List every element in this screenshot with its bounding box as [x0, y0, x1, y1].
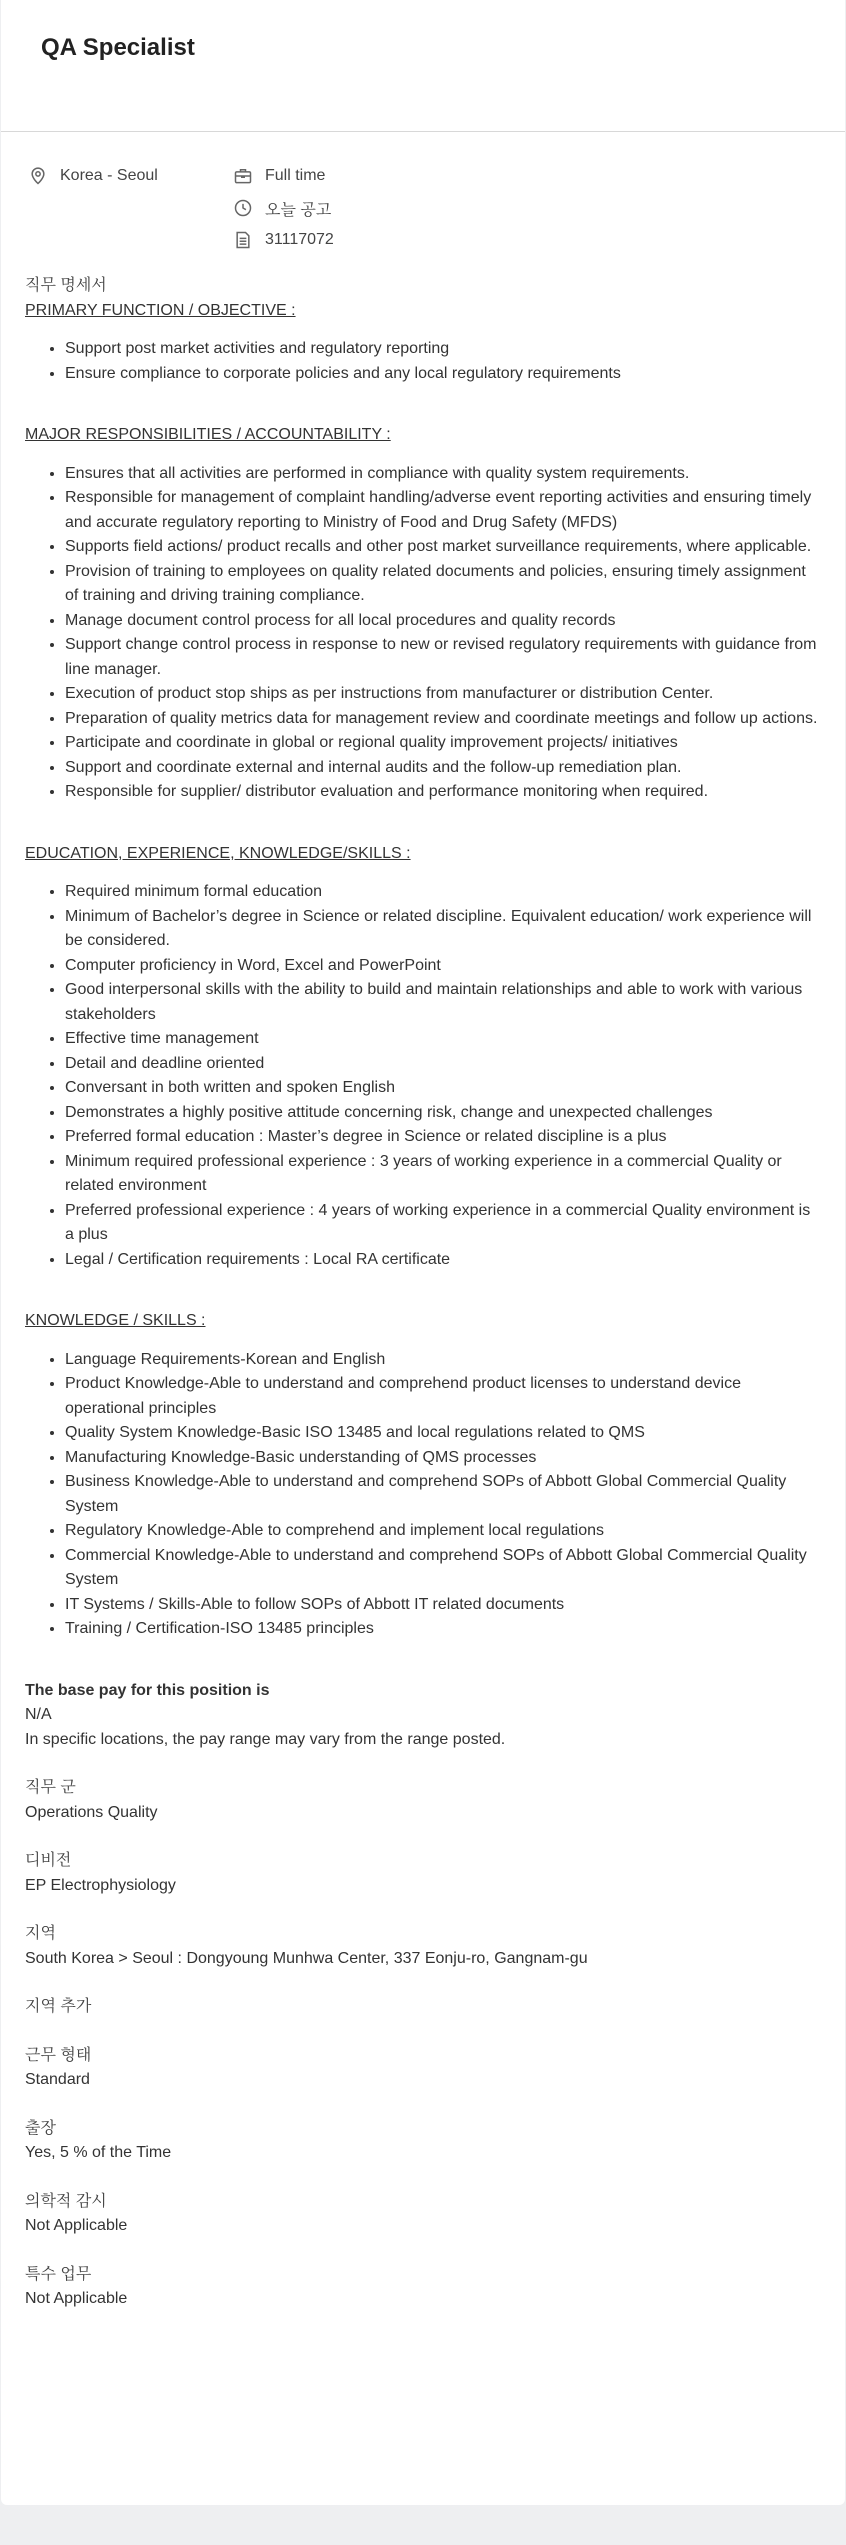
- job-field: [25, 1849, 821, 1898]
- primary-function-heading: PRIMARY FUNCTION / OBJECTIVE :: [25, 301, 296, 319]
- list-item: • Demonstrates a highly positive attitude concerning risk, change and unexpected challenges: [65, 1101, 821, 1126]
- job-header: [1, 0, 845, 132]
- list-item: • Business Knowledge-Able to understand and comprehend SOPs of Abbott Global Commercial Quality System: [65, 1470, 821, 1519]
- primary-function-list: [25, 337, 821, 386]
- job-field: [25, 1995, 821, 2020]
- job-field-label: 직무 군: [25, 1779, 76, 1796]
- job-field-label: 지역: [25, 1925, 56, 1942]
- job-posted-text: 오늘 공고: [265, 201, 332, 219]
- base-pay-value: N/A: [25, 1706, 52, 1723]
- list-item: • Quality System Knowledge-Basic ISO 13485 and local regulations related to QMS: [65, 1421, 821, 1446]
- list-item: • Commercial Knowledge-Able to understand and comprehend SOPs of Abbott Global Commercial Quality System: [65, 1544, 821, 1593]
- job-meta: [1, 164, 845, 274]
- list-item: • Computer proficiency in Word, Excel and PowerPoint: [65, 954, 821, 979]
- list-item: • Conversant in both written and spoken English: [65, 1076, 821, 1101]
- knowledge-skills-list: [25, 1348, 821, 1642]
- job-location: [28, 164, 158, 188]
- job-location-text: Korea - Seoul: [60, 167, 158, 184]
- job-field-label: 근무 형태: [25, 2046, 92, 2064]
- education-heading: EDUCATION, EXPERIENCE, KNOWLEDGE/SKILLS :: [25, 844, 411, 862]
- list-item: • Detail and deadline oriented: [65, 1052, 821, 1077]
- job-field-value: South Korea > Seoul : Dongyoung Munhwa Center, 337 Eonju-ro, Gangnam-gu: [25, 1949, 588, 1967]
- job-fields: [25, 1776, 821, 2312]
- job-field: [25, 1776, 821, 1825]
- list-item: • Preferred professional experience : 4 years of working experience in a commercial Quality environment is a plus: [65, 1199, 821, 1248]
- job-field-value: Standard: [25, 2071, 90, 2088]
- job-req-id-text: 31117072: [265, 231, 334, 248]
- job-field: [25, 2190, 821, 2239]
- job-field-value: Operations Quality: [25, 1803, 158, 1821]
- list-item: • Supports field actions/ product recalls and other post market surveillance requirements, where applicable.: [65, 535, 821, 560]
- list-item: • Support and coordinate external and internal audits and the follow-up remediation plan.: [65, 756, 821, 781]
- list-item: • Effective time management: [65, 1027, 821, 1052]
- base-pay-note: In specific locations, the pay range may vary from the range posted.: [25, 1730, 506, 1748]
- major-responsibilities-heading: MAJOR RESPONSIBILITIES / ACCOUNTABILITY :: [25, 426, 391, 443]
- job-field-value: Not Applicable: [25, 2217, 128, 2234]
- job-detail-card: [1, 0, 845, 2505]
- job-field: [25, 2263, 821, 2312]
- job-field-label: 출장: [25, 2119, 56, 2137]
- job-posted: [233, 196, 331, 220]
- job-req-id: [233, 228, 334, 252]
- job-field-value: EP Electrophysiology: [25, 1876, 176, 1894]
- list-item: • Language Requirements-Korean and English: [65, 1348, 821, 1373]
- list-item: • Required minimum formal education: [65, 880, 821, 905]
- list-item: • Minimum of Bachelor’s degree in Science or related discipline. Equivalent education/ work experience will be considered.: [65, 905, 821, 954]
- list-item: • Provision of training to employees on quality related documents and policies, ensuring timely assignment of training and driving training compliance.: [65, 560, 821, 609]
- list-item: • Good interpersonal skills with the ability to build and maintain relationships and able to work with various stakeholders: [65, 978, 821, 1027]
- description-label: 직무 명세서: [25, 277, 107, 294]
- education-list: [25, 880, 821, 1272]
- briefcase-icon: [233, 166, 253, 186]
- list-item: • Preferred formal education : Master’s degree in Science or related discipline is a plus: [65, 1125, 821, 1150]
- job-field-label: 의학적 감시: [25, 2192, 107, 2210]
- job-field-label: 디비전: [25, 1852, 72, 1869]
- list-item: • Support change control process in response to new or revised regulatory requirements with guidance from line manager.: [65, 633, 821, 682]
- job-field-label: 특수 업무: [25, 2265, 92, 2283]
- document-icon: [233, 230, 253, 250]
- location-pin-icon: [28, 166, 48, 186]
- job-field-value: Not Applicable: [25, 2290, 128, 2307]
- list-item: • Responsible for supplier/ distributor evaluation and performance monitoring when required.: [65, 780, 821, 805]
- list-item: • Product Knowledge-Able to understand and comprehend product licenses to understand device operational principles: [65, 1372, 821, 1421]
- list-item: • Support post market activities and regulatory reporting: [65, 337, 821, 362]
- list-item: • Manage document control process for all local procedures and quality records: [65, 609, 821, 634]
- list-item: • IT Systems / Skills-Able to follow SOPs of Abbott IT related documents: [65, 1593, 821, 1618]
- list-item: • Participate and coordinate in global or regional quality improvement projects/ initiatives: [65, 731, 821, 756]
- list-item: • Legal / Certification requirements : Local RA certificate: [65, 1248, 821, 1273]
- list-item: • Responsible for management of complaint handling/adverse event reporting activities and ensuring timely and accurate regulatory reporting to Ministry of Food and Drug Safety (MFDS): [65, 486, 821, 535]
- job-title: QA Specialist: [41, 34, 195, 61]
- job-field-label: 지역 추가: [25, 1998, 92, 2015]
- base-pay-title: The base pay for this position is: [25, 1681, 270, 1699]
- knowledge-skills-heading: KNOWLEDGE / SKILLS :: [25, 1312, 206, 1329]
- list-item: • Ensure compliance to corporate policies and any local regulatory requirements: [65, 362, 821, 387]
- job-employment-type-text: Full time: [265, 167, 326, 184]
- list-item: • Minimum required professional experience : 3 years of working experience in a commercial Quality or related environment: [65, 1150, 821, 1199]
- job-description: [1, 274, 845, 2312]
- list-item: • Regulatory Knowledge-Able to comprehend and implement local regulations: [65, 1519, 821, 1544]
- job-employment-type: [233, 164, 325, 188]
- job-field: [25, 2044, 821, 2093]
- job-field: [25, 2117, 821, 2166]
- clock-icon: [233, 198, 253, 218]
- job-field-value: Yes, 5 % of the Time: [25, 2144, 172, 2161]
- list-item: • Training / Certification-ISO 13485 principles: [65, 1617, 821, 1642]
- list-item: • Ensures that all activities are performed in compliance with quality system requirements.: [65, 462, 821, 487]
- major-responsibilities-list: [25, 462, 821, 805]
- list-item: • Manufacturing Knowledge-Basic understanding of QMS processes: [65, 1446, 821, 1471]
- list-item: • Execution of product stop ships as per instructions from manufacturer or distribution Center.: [65, 682, 821, 707]
- job-field: [25, 1922, 821, 1971]
- list-item: • Preparation of quality metrics data for management review and coordinate meetings and follow up actions.: [65, 707, 821, 732]
